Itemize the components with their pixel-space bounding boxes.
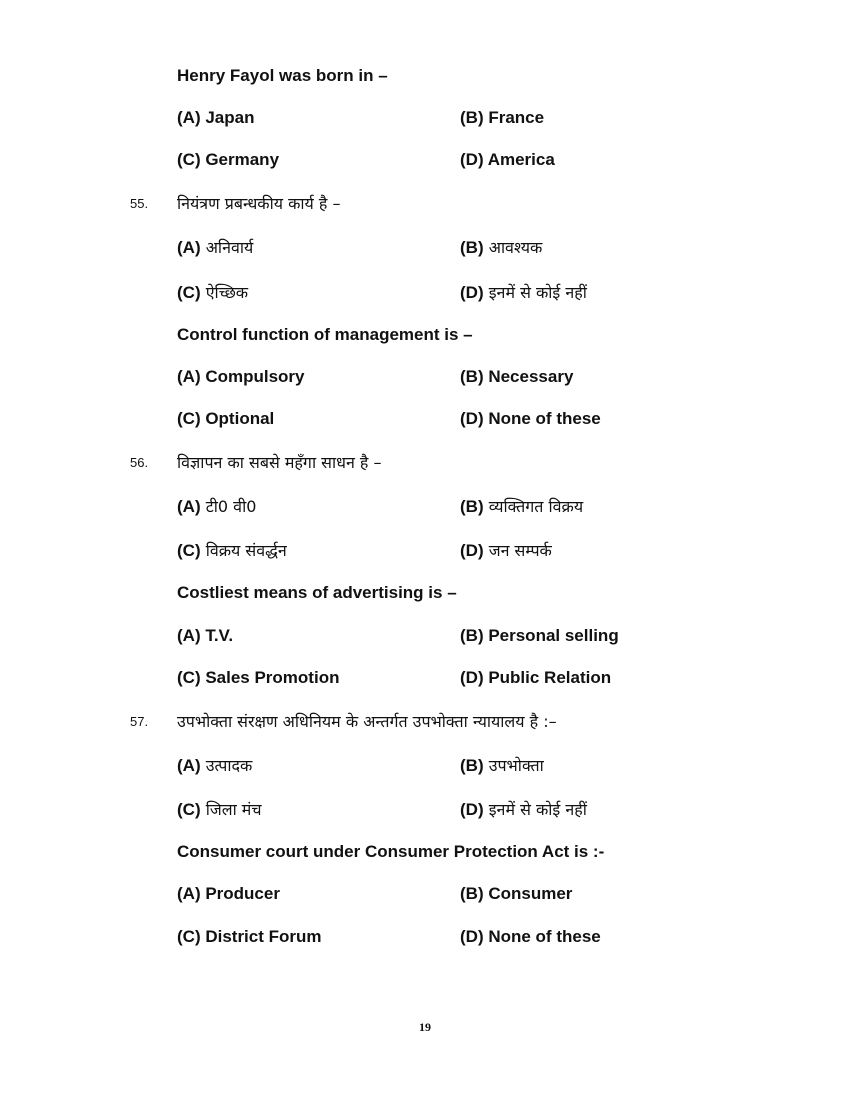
option-label: (B) xyxy=(460,497,484,516)
option-text: ऐच्छिक xyxy=(205,283,249,302)
question-text-hindi: उपभोक्ता संरक्षण अधिनियम के अन्तर्गत उपभोक्ता न्यायालय है :– xyxy=(177,712,557,731)
question-text: Costliest means of advertising is – xyxy=(177,583,457,602)
option-label: (C) xyxy=(177,800,201,819)
option-text: उत्पादक xyxy=(205,756,253,775)
option-text: अनिवार्य xyxy=(205,238,254,257)
option-b: (B) Necessary xyxy=(460,367,574,386)
option-d: (D) Public Relation xyxy=(460,668,612,687)
option-c: (C) District Forum xyxy=(177,927,322,946)
option-c: (C) Germany xyxy=(177,150,280,169)
option-b-hindi xyxy=(460,236,542,258)
option-c-hindi xyxy=(177,281,248,303)
question-text-hindi: विज्ञापन का सबसे महँगा साधन है – xyxy=(177,453,382,472)
option-text: जन सम्पर्क xyxy=(488,541,552,560)
option-b: (B) France xyxy=(460,108,545,127)
option-a: (A) T.V. xyxy=(177,626,234,645)
option-a: (A) Producer xyxy=(177,884,280,903)
option-text: विक्रय संवर्द्धन xyxy=(205,541,287,560)
option-label: (A) xyxy=(177,756,201,775)
option-b: (B) Consumer xyxy=(460,884,573,903)
question-text: Control function of management is – xyxy=(177,325,473,344)
option-text: व्यक्तिगत विक्रय xyxy=(488,497,584,516)
option-label: (B) xyxy=(460,756,484,775)
option-c-hindi xyxy=(177,798,262,820)
option-a: (A) Compulsory xyxy=(177,367,305,386)
option-label: (B) xyxy=(460,238,484,257)
option-label: (A) xyxy=(177,497,201,516)
option-a-hindi xyxy=(177,754,252,776)
option-d: (D) None of these xyxy=(460,409,601,428)
option-c: (C) Sales Promotion xyxy=(177,668,340,687)
option-label: (D) xyxy=(460,283,484,302)
question-text: Consumer court under Consumer Protection Act is :- xyxy=(177,842,605,861)
option-label: (C) xyxy=(177,541,201,560)
option-text: जिला मंच xyxy=(205,800,262,819)
option-d-hindi xyxy=(460,281,587,303)
option-text: उपभोक्ता xyxy=(488,756,544,775)
option-b-hindi xyxy=(460,495,583,517)
option-d-hindi xyxy=(460,539,552,561)
question-text-hindi: नियंत्रण प्रबन्धकीय कार्य है – xyxy=(177,194,341,213)
page-number: 19 xyxy=(419,1020,431,1034)
option-c-hindi xyxy=(177,539,287,561)
option-label: (C) xyxy=(177,283,201,302)
option-b: (B) Personal selling xyxy=(460,626,619,645)
option-d-hindi xyxy=(460,798,587,820)
option-b-hindi xyxy=(460,754,544,776)
option-a-hindi xyxy=(177,495,256,517)
option-c: (C) Optional xyxy=(177,409,275,428)
option-text: टी0 वी0 xyxy=(205,497,257,516)
option-label: (A) xyxy=(177,238,201,257)
option-label: (D) xyxy=(460,800,484,819)
option-text: इनमें से कोई नहीं xyxy=(488,283,587,302)
option-text: इनमें से कोई नहीं xyxy=(488,800,587,819)
question-number: 55. xyxy=(130,196,149,211)
option-a-hindi xyxy=(177,236,253,258)
option-a: (A) Japan xyxy=(177,108,255,127)
question-number: 57. xyxy=(130,714,149,729)
option-d: (D) None of these xyxy=(460,927,601,946)
option-label: (D) xyxy=(460,541,484,560)
question-text: Henry Fayol was born in – xyxy=(177,66,388,85)
question-number: 56. xyxy=(130,455,149,470)
option-d: (D) America xyxy=(460,150,555,169)
option-text: आवश्यक xyxy=(488,238,543,257)
